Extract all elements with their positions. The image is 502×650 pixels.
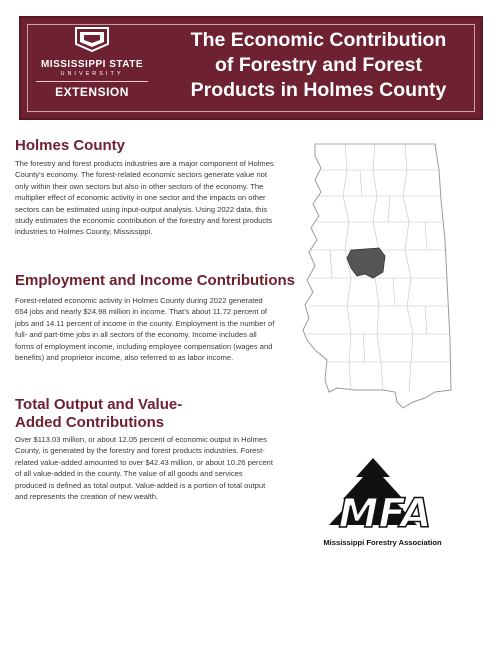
page-title — [166, 28, 471, 103]
section-body-holmes-county: The forestry and forest products industries are a major component of Holmes County’s economy. The forest-related economic sectors generate value not only within their own sectors but also in other sectors of the economy. The multiplier effect of economic activity in one sector and the impacts on other sectors can be estimated using input-output analysis. Using 2022 data, this study estimates the economic contribution of the forestry and forest products industries to Holmes County, Mississippi. — [15, 159, 274, 237]
title-line: Products in Holmes County — [190, 79, 447, 101]
state-shield-icon — [72, 26, 112, 52]
logo-university: UNIVERSITY — [60, 71, 124, 77]
header-banner — [19, 16, 483, 120]
mfa-caption: Mississippi Forestry Association — [323, 538, 442, 547]
heading-line: Added Contributions — [15, 414, 165, 431]
heading-line: Total Output and Value- — [15, 396, 183, 413]
logo-extension: EXTENSION — [55, 85, 129, 99]
logo-name: MISSISSIPPI STATE — [40, 59, 144, 70]
section-body-total-output: Over $113.03 million, or about 12.05 percent of economic output in Holmes County, is generated by the forestry and forest products industries. Forest-related value-added amounted to over $42.43 million, or about 10.26 percent of all value-added in the county. The value of all goods and services produced is defined as total output. Value-added is a portion of total output and represents the creation of new wealth. — [15, 435, 273, 502]
title-line: of Forestry and Forest — [215, 54, 422, 76]
mfa-mark: MFA — [338, 491, 432, 537]
logo-divider — [36, 81, 148, 82]
section-heading-holmes-county: Holmes County — [15, 137, 126, 154]
section-body-employment: Forest-related economic activity in Holmes County during 2022 generated 654 jobs and nearly $24.98 million in income. That’s about 11.72 percent of jobs and 14.11 percent of income in the county. Employment is the number of full- and part-time jobs in all sectors of the economy. Income includes all forms of employment income, including employee compensation (wages and benefits) and proprietor income, also referred to as labor income. — [15, 296, 275, 363]
section-heading-employment: Employment and Income Contributions — [15, 272, 296, 289]
section-heading-total-output — [15, 396, 182, 432]
msu-extension-logo — [27, 26, 157, 106]
title-line: The Economic Contribution — [190, 29, 447, 51]
mississippi-county-map — [285, 140, 465, 440]
